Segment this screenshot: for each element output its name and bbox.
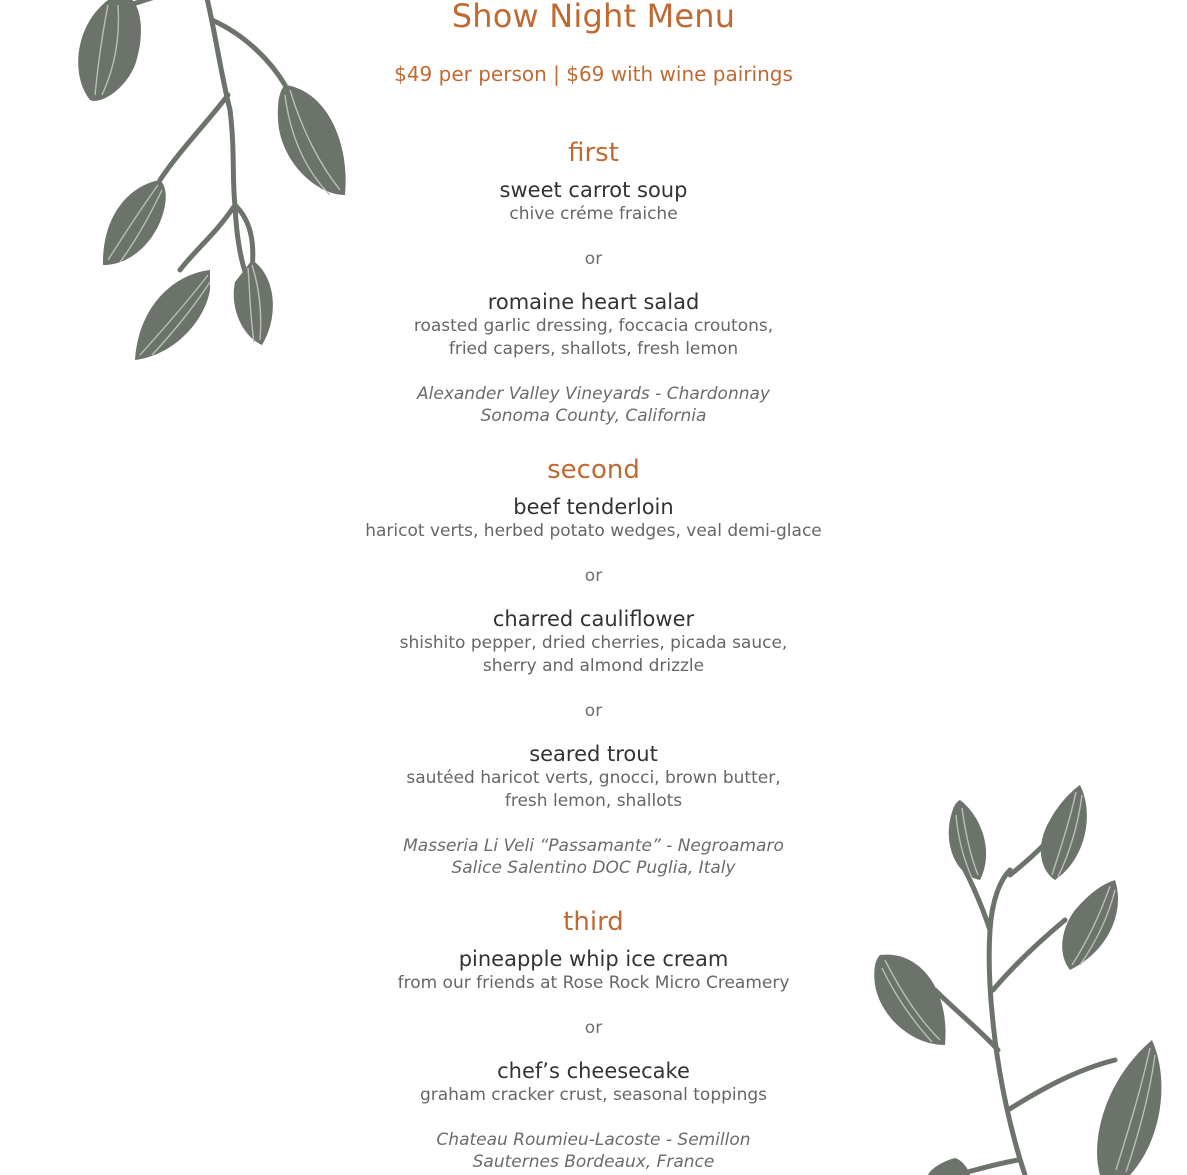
dish-name: seared trout <box>529 742 658 766</box>
dish-description: sautéed haricot verts, gnocci, brown butter, <box>406 768 781 788</box>
dish-description: from our friends at Rose Rock Micro Creamery <box>397 973 790 993</box>
dish-description: graham cracker crust, seasonal toppings <box>419 1085 768 1105</box>
wine-region: Sauternes Bordeaux, France <box>472 1152 715 1172</box>
dish-name: chef’s cheesecake <box>497 1059 690 1083</box>
dish-description: shishito pepper, dried cherries, picada sauce, <box>399 633 788 653</box>
dish-name: beef tenderloin <box>513 495 674 519</box>
course-heading-second: second <box>547 455 640 485</box>
dish-name: sweet carrot soup <box>499 178 688 202</box>
dish-description: haricot verts, herbed potato wedges, veal demi-glace <box>365 521 822 541</box>
or-separator: or <box>584 566 603 586</box>
dish-description: chive créme fraiche <box>509 204 678 224</box>
or-separator: or <box>584 701 603 721</box>
or-separator: or <box>584 249 603 269</box>
dish-name: romaine heart salad <box>487 290 700 314</box>
wine-region: Sonoma County, California <box>480 406 707 426</box>
wine-pairing: Masseria Li Veli “Passamante” - Negroamaro <box>403 836 784 856</box>
course-heading-first: first <box>568 138 619 168</box>
course-heading-third: third <box>563 907 624 937</box>
dish-description: roasted garlic dressing, foccacia croutons, <box>413 316 774 336</box>
dish-description: fresh lemon, shallots <box>504 791 683 811</box>
wine-pairing: Chateau Roumieu-Lacoste - Semillon <box>436 1130 751 1150</box>
menu-title: Show Night Menu <box>451 0 736 35</box>
menu-price: $49 per person | $69 with wine pairings <box>394 62 793 86</box>
or-separator: or <box>584 1018 603 1038</box>
dish-name: pineapple whip ice cream <box>458 947 729 971</box>
dish-description: sherry and almond drizzle <box>482 656 705 676</box>
dish-name: charred cauliflower <box>492 607 695 631</box>
dish-description: fried capers, shallots, fresh lemon <box>448 339 739 359</box>
wine-region: Salice Salentino DOC Puglia, Italy <box>451 858 736 878</box>
wine-pairing: Alexander Valley Vineyards - Chardonnay <box>417 384 770 404</box>
